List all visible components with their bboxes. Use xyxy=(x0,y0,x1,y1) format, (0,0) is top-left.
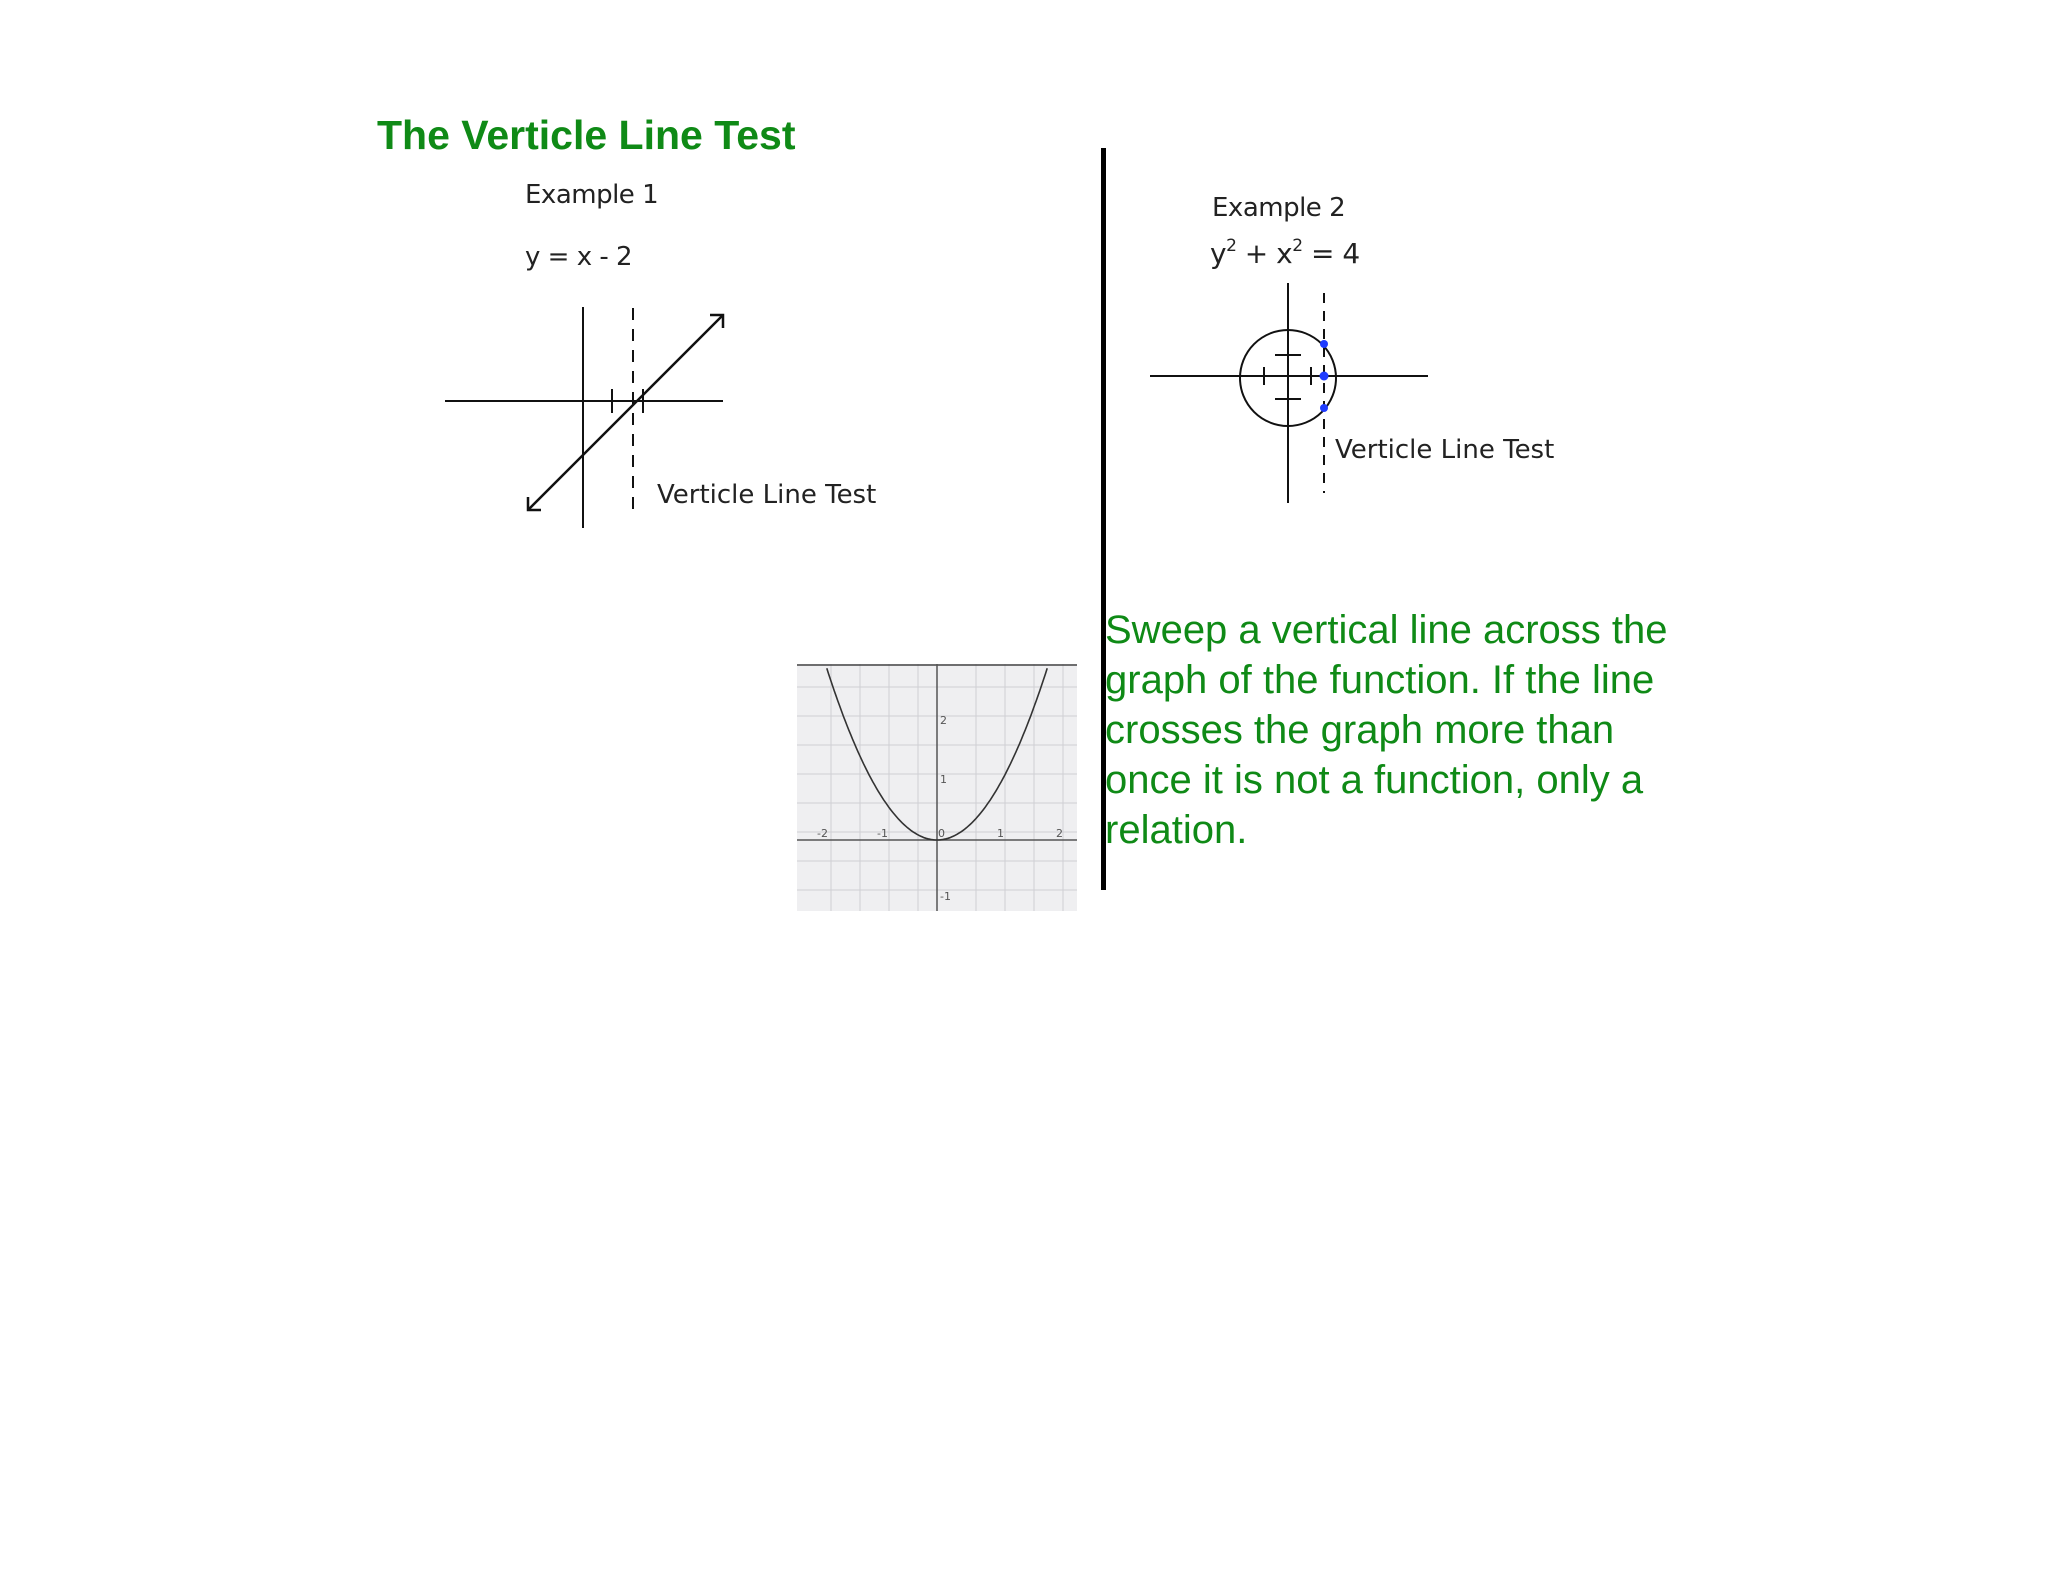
intersection-point xyxy=(1320,340,1328,348)
example-1-equation: y = x - 2 xyxy=(525,242,633,272)
x-tick-label: 2 xyxy=(1056,827,1063,840)
page-title: The Verticle Line Test xyxy=(377,112,796,158)
example-2-label: Example 2 xyxy=(1212,193,1346,223)
x-tick-label: 1 xyxy=(997,827,1004,840)
example-1-label: Example 1 xyxy=(525,180,659,210)
vertical-test-label: Verticle Line Test xyxy=(1335,435,1555,465)
example-2-equation: $y^2 + x^2 = 4$ xyxy=(1210,236,1360,270)
parabola-graph xyxy=(797,664,1077,911)
y-tick-label: -1 xyxy=(940,890,951,903)
x-tick-label: 0 xyxy=(938,827,945,840)
x-tick-label: -1 xyxy=(877,827,888,840)
y-tick-label: 1 xyxy=(940,773,947,786)
intersection-point xyxy=(1320,372,1329,381)
example-2-graph xyxy=(1145,275,1595,535)
intersection-point xyxy=(1320,404,1328,412)
example-1-graph xyxy=(440,300,890,540)
vertical-test-label: Verticle Line Test xyxy=(657,480,877,510)
explanation-text: Sweep a vertical line across the graph of the function. If the line crosses the graph more than once it is not a function, only a relation. xyxy=(1105,608,1668,852)
x-tick-label: -2 xyxy=(817,827,828,840)
y-tick-label: 2 xyxy=(940,714,947,727)
